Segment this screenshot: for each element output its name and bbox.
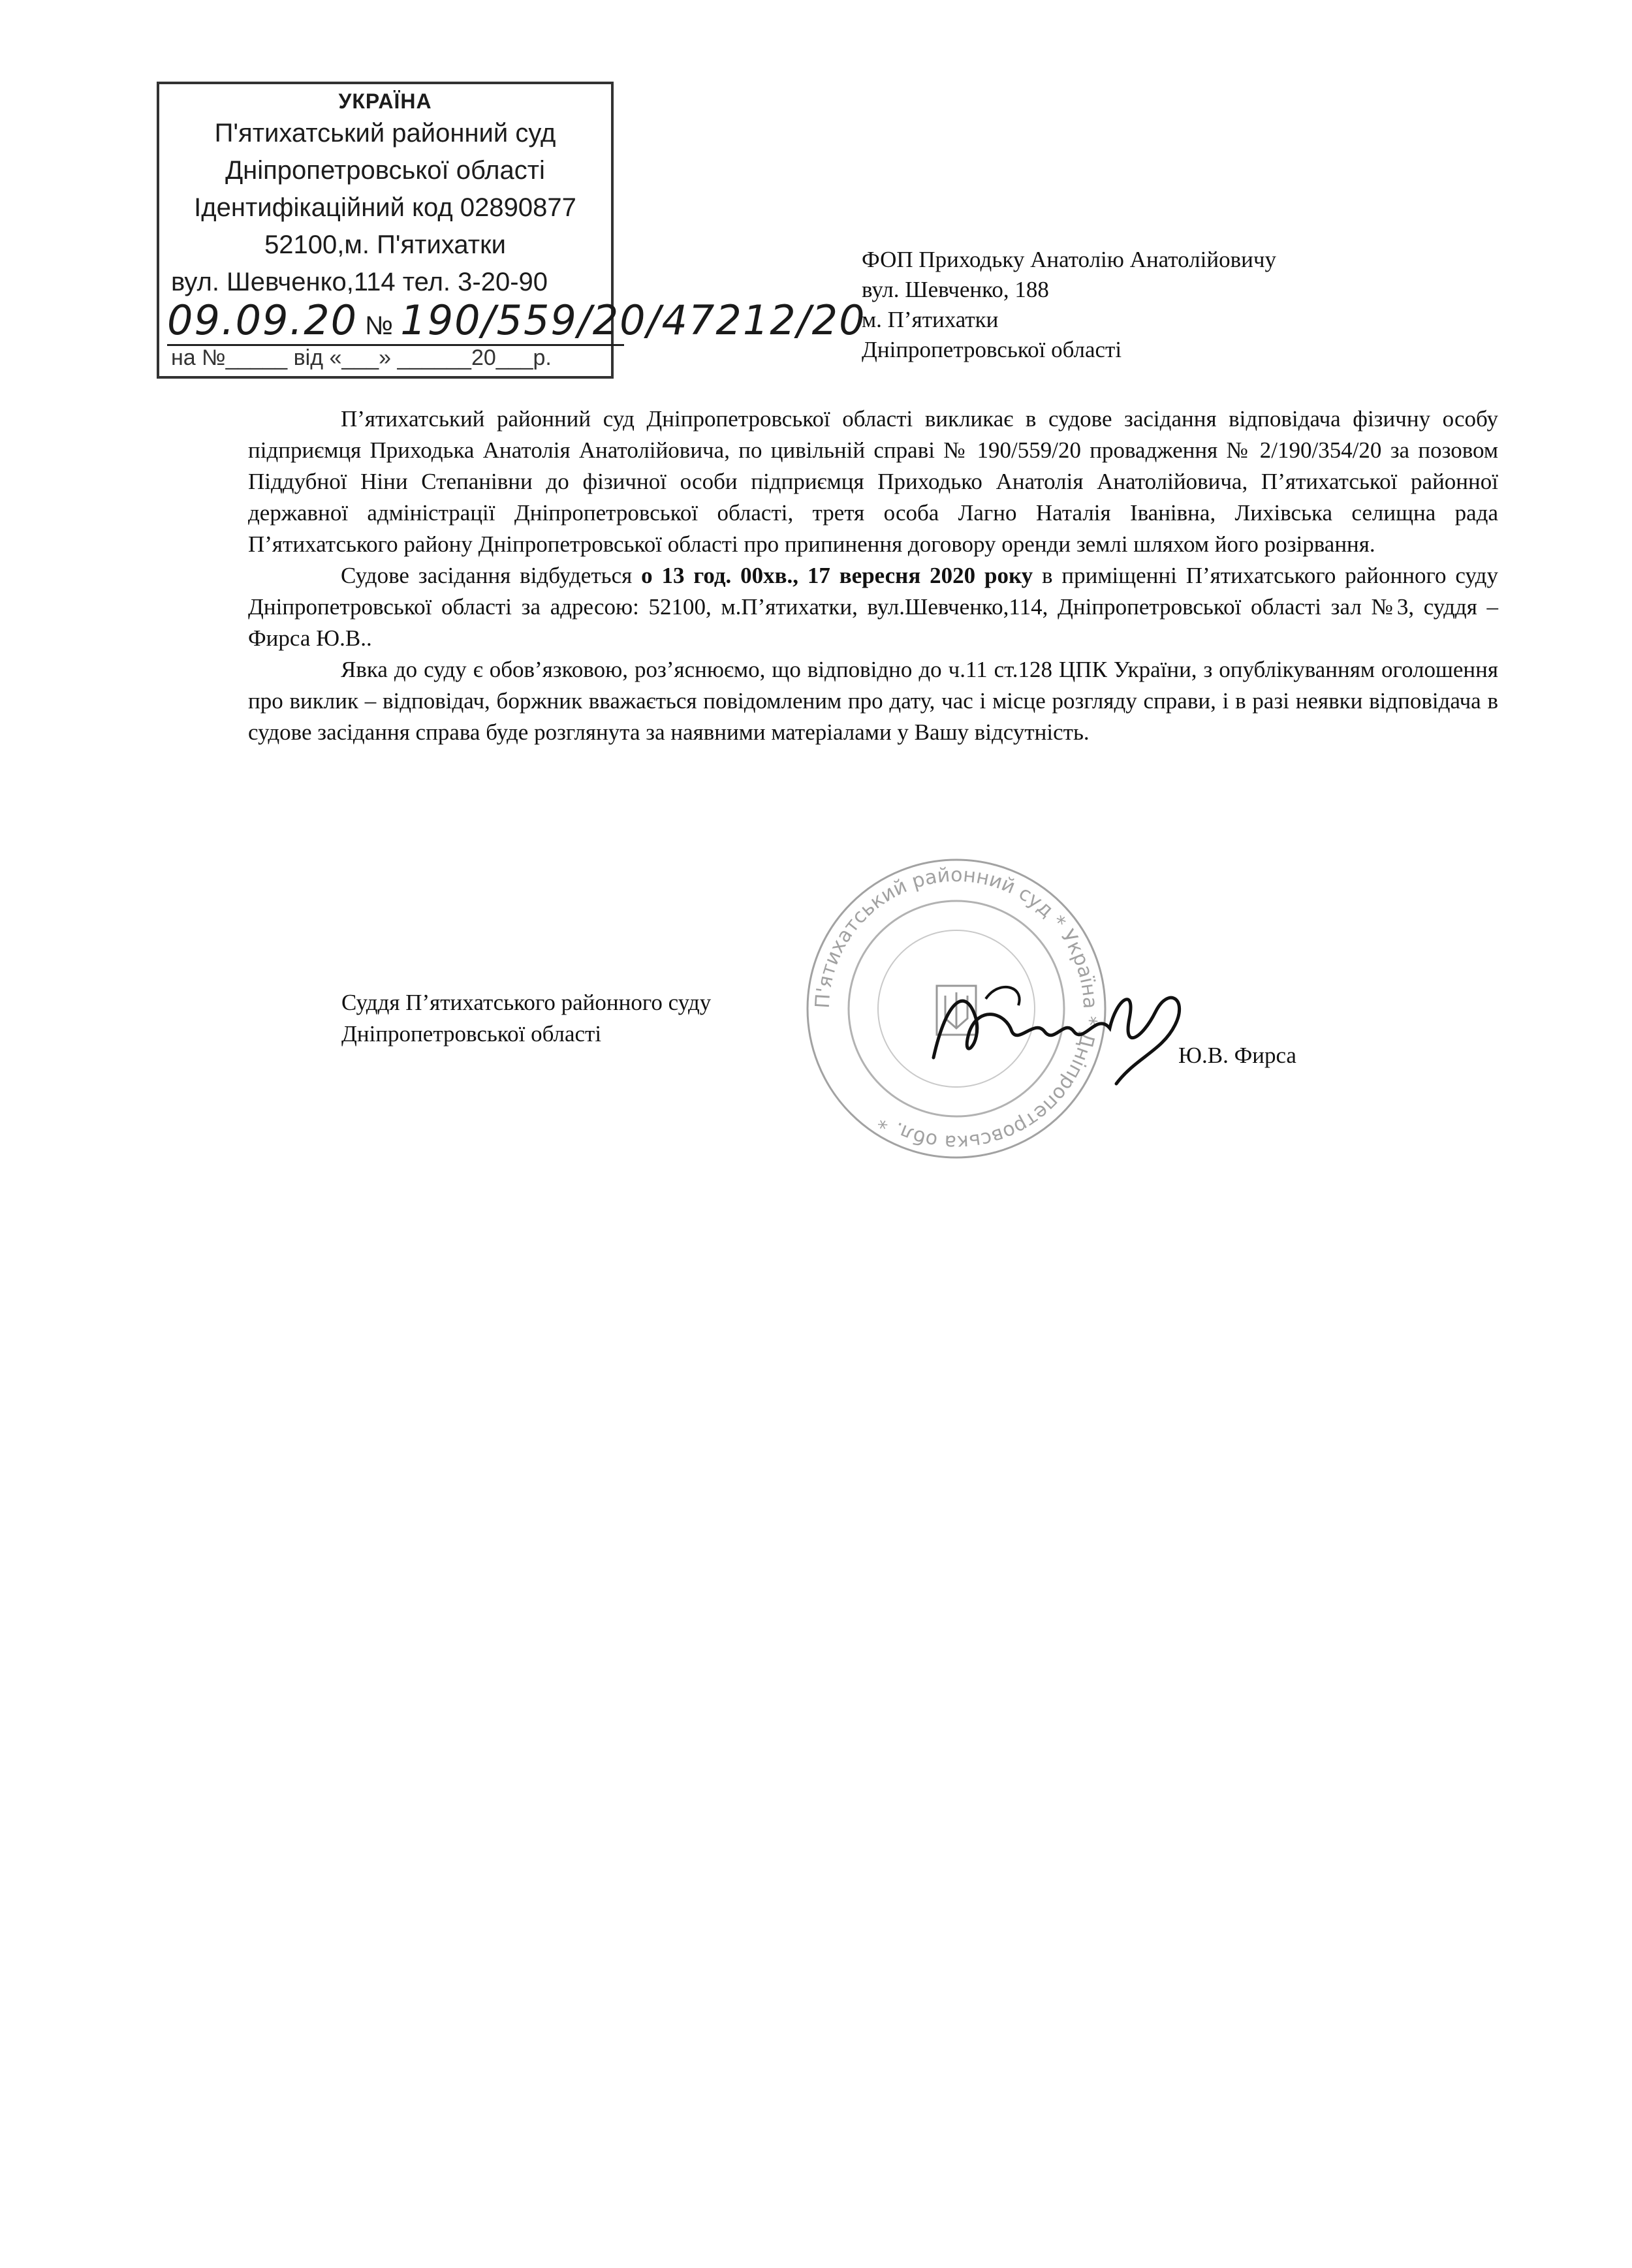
addressee-street: вул. Шевченко, 188	[862, 277, 1049, 302]
registration-stamp	[157, 82, 866, 379]
hearing-location: в приміщенні П’ятихатського районного суду Дніпропетровської області за адресою: 52100, м.П’ятихатки, вул.Шевченко,114, Дніпропетровської області зал №3, суддя – Фирса Ю.В..	[248, 563, 1498, 651]
stamp-address: вул. Шевченко,114 тел. 3-20-90	[171, 268, 548, 296]
signature-position	[341, 987, 711, 1050]
stamp-region: Дніпропетровської області	[225, 156, 545, 185]
stamp-registration-line	[167, 296, 866, 346]
signature-name: Ю.В. Фирса	[1178, 1043, 1296, 1068]
addressee-name: ФОП Приходьку Анатолію Анатолійовичу	[862, 247, 1276, 272]
paragraph-hearing-time	[248, 560, 1498, 654]
addressee-city: м. П’ятихатки	[862, 307, 999, 332]
signature-position-region: Дніпропетровської області	[341, 1021, 602, 1047]
signature-position-title: Суддя П’ятихатського районного суду	[341, 990, 712, 1015]
letter-body	[248, 403, 1498, 748]
judge-signature	[920, 960, 1214, 1090]
svg-text:П'ятихатський районний суд * У: П'ятихатський районний суд * Україна * Дніпропетровська обл. *	[811, 863, 1102, 1154]
hearing-intro: Судове засідання відбудеться	[341, 563, 633, 588]
hearing-datetime: о 13 год. 00хв., 17 вересня 2020 року	[641, 563, 1033, 588]
addressee-region: Дніпропетровської області	[862, 337, 1122, 362]
stamp-reg-date: 09.09.20	[167, 296, 358, 344]
stamp-reply-line: на №_____ від «___» ______20___р.	[171, 345, 552, 370]
paragraph-attendance-notice: Явка до суду є обов’язковою, роз’яснюємо, що відповідно до ч.11 ст.128 ЦПК України, з опублікуванням оголошення про виклик – відповідач, боржник вважається повідомленим про дату, час і місце розгляду справи, і в разі неявки відповідача в судове засідання справа буде розглянута за наявними матеріалами у Вашу відсутність.	[248, 657, 1498, 745]
stamp-court-name: П'ятихатський районний суд	[214, 119, 556, 148]
stamp-reg-number-label: №	[365, 311, 394, 340]
stamp-id-code: Ідентифікаційний код 02890877	[194, 193, 576, 222]
stamp-city: 52100,м. П'ятихатки	[264, 230, 506, 259]
addressee-block	[862, 245, 1276, 365]
stamp-country: УКРАЇНА	[338, 89, 432, 113]
stamp-reg-number: 190/559/20/47212/20	[400, 296, 866, 344]
paragraph-summons: П’ятихатський районний суд Дніпропетровської області викликає в судове засідання відповідача фізичну особу підприємця Приходька Анатолія Анатолійовича, по цивільній справі № 190/559/20 провадження № 2/190/354/20 за позовом Піддубної Ніни Степанівни до фізичної особи підприємця Приходько Анатолія Анатолійовича, П’ятихатської районної державної адміністрації Дніпропетровської області, третя особа Лагно Наталія Іванівна, Лихівська селищна рада П’ятихатського району Дніпропетровської області про припинення договору оренди землі шляхом його розірвання.	[248, 406, 1498, 557]
